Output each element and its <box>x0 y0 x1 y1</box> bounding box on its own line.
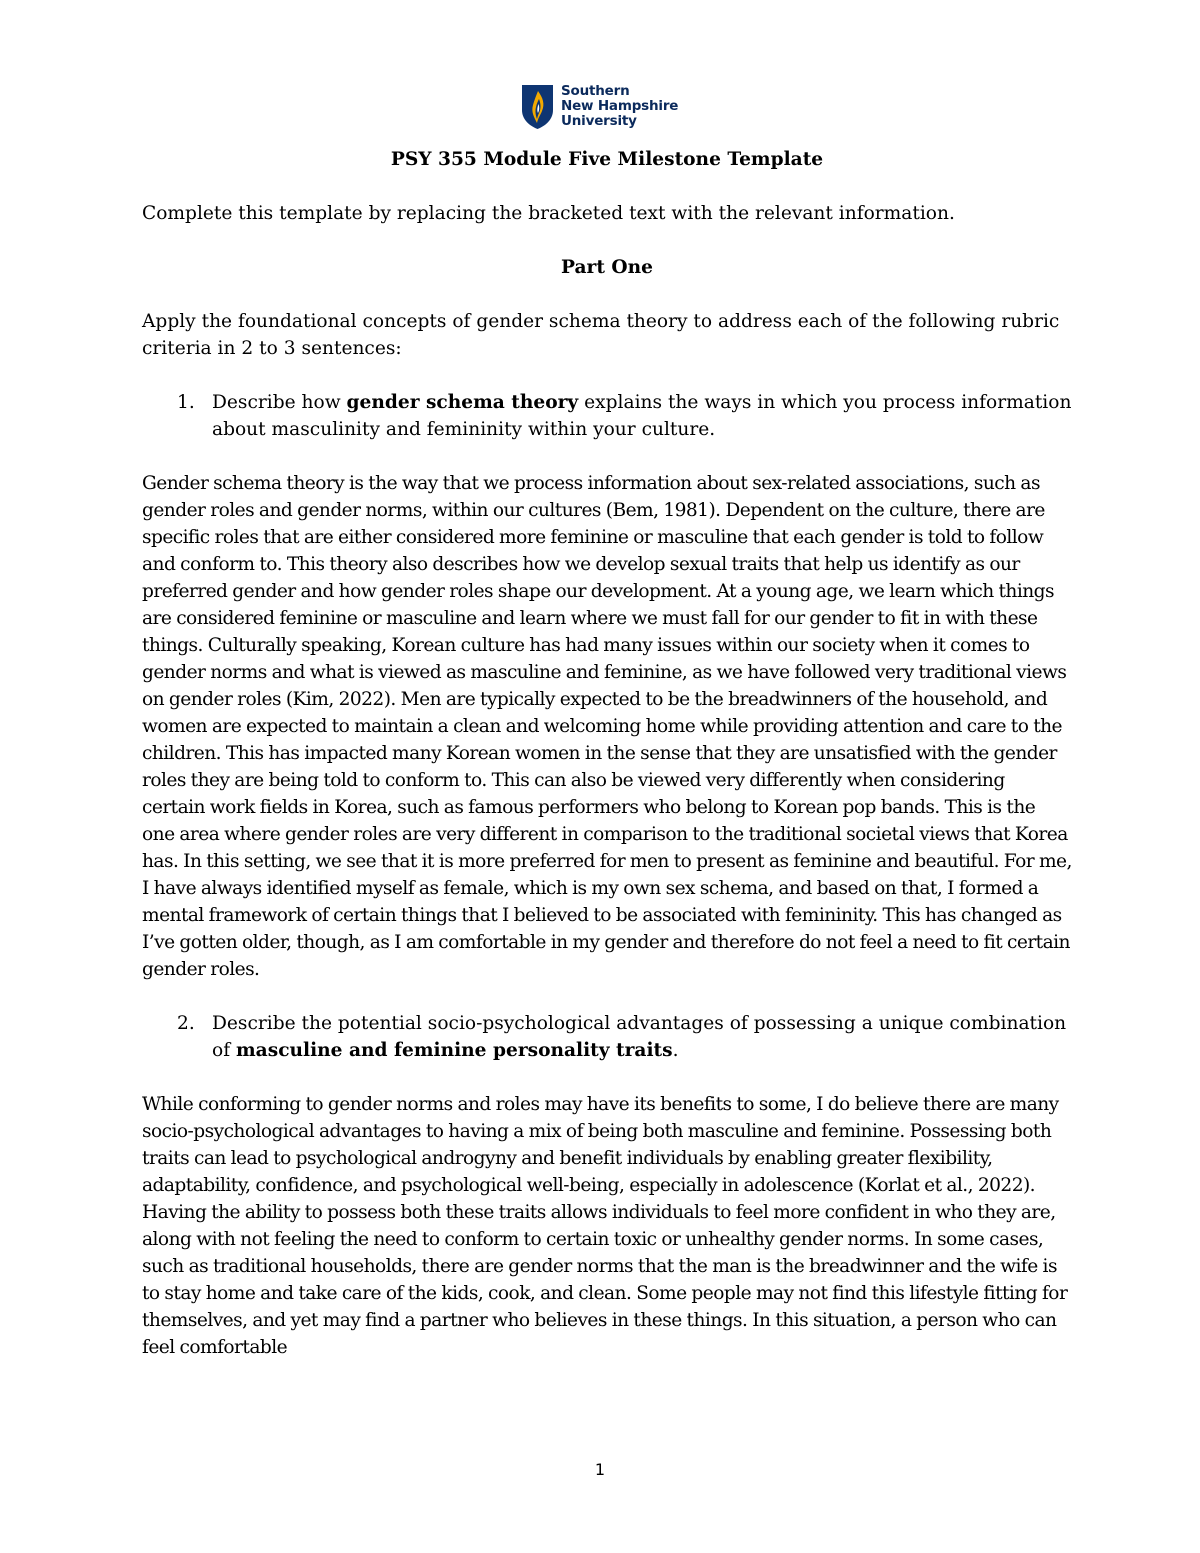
page-number: 1 <box>594 1460 606 1479</box>
answer-2: While conforming to gender norms and roles may have its benefits to some, I do believe there are many socio-psychological advantages to having a mix of being both masculine and feminine. Possessing both traits can lead to psychological androgyny and benefit individuals by enabling greater flexibility, adaptability, confidence, and psychological well-being, especially in adolescence (Korlat et al., 2022). Having the ability to possess both these traits allows individuals to feel more confident in who they are, along with not feeling the need to conform to certain toxic or unhealthy gender norms. In some cases, such as traditional households, there are gender norms that the man is the breadwinner and the wife is to stay home and take care of the kids, cook, and clean. Some people may not find this lifestyle fitting for themselves, and yet may find a partner who believes in these things. In this situation, a person who can feel comfortable <box>142 1094 1068 1358</box>
question-keyword: gender schema theory <box>346 392 579 413</box>
shield-flame-icon <box>521 84 554 130</box>
question-2 <box>142 1010 1072 1064</box>
question-1 <box>142 389 1072 443</box>
part-heading: Part One <box>561 257 653 278</box>
logo-line-1: Southern <box>561 83 630 99</box>
question-text-before: Describe how <box>212 392 347 413</box>
instructions-text: Complete this template by replacing the bracketed text with the relevant information. <box>142 203 955 224</box>
question-number: 2. <box>177 1013 195 1034</box>
answer-1: Gender schema theory is the way that we process information about sex-related associations, such as gender roles and gender norms, within our cultures (Bem, 1981). Dependent on the culture, there are specific roles that are either considered more feminine or masculine that each gender is told to follow and conform to. This theory also describes how we develop sexual traits that help us identify as our preferred gender and how gender roles shape our development. At a young age, we learn which things are considered feminine or masculine and learn where we must fall for our gender to fit in with these things. Culturally speaking, Korean culture has had many issues within our society when it comes to gender norms and what is viewed as masculine and feminine, as we have followed very traditional views on gender roles (Kim, 2022). Men are typically expected to be the breadwinners of the household, and women are expected to maintain a clean and welcoming home while providing attention and care to the children. This has impacted many Korean women in the sense that they are unsatisfied with the gender roles they are being told to conform to. This can also be viewed very differently when considering certain work fields in Korea, such as famous performers who belong to Korean pop bands. This is the one area where gender roles are very different in comparison to the traditional societal views that Korea has. In this setting, we see that it is more preferred for men to present as feminine and beautiful. For me, I have always identified myself as female, which is my own sex schema, and based on that, I formed a mental framework of certain things that I believed to be associated with femininity. This has changed as I’ve gotten older, though, as I am comfortable in my gender and therefore do not feel a need to fit certain gender roles. <box>142 473 1072 980</box>
document-body <box>142 146 1072 1361</box>
logo-line-2: New Hampshire <box>561 98 679 114</box>
question-text-before: Describe the potential socio-psychological advantages of possessing a unique combination of <box>212 1013 1067 1061</box>
apply-instructions: Apply the foundational concepts of gender schema theory to address each of the following rubric criteria in 2 to 3 sentences: <box>142 311 1060 359</box>
question-text-after: . <box>672 1040 679 1061</box>
snhu-logo <box>521 84 691 132</box>
question-keyword: masculine and feminine personality traits <box>236 1040 673 1061</box>
document-title: PSY 355 Module Five Milestone Template <box>390 149 824 170</box>
logo-line-3: University <box>561 113 637 129</box>
question-number: 1. <box>177 392 195 413</box>
question-text-after: explains the ways in which you process information about masculinity and femininity within your culture. <box>212 392 1072 440</box>
logo-wordmark <box>561 84 678 129</box>
